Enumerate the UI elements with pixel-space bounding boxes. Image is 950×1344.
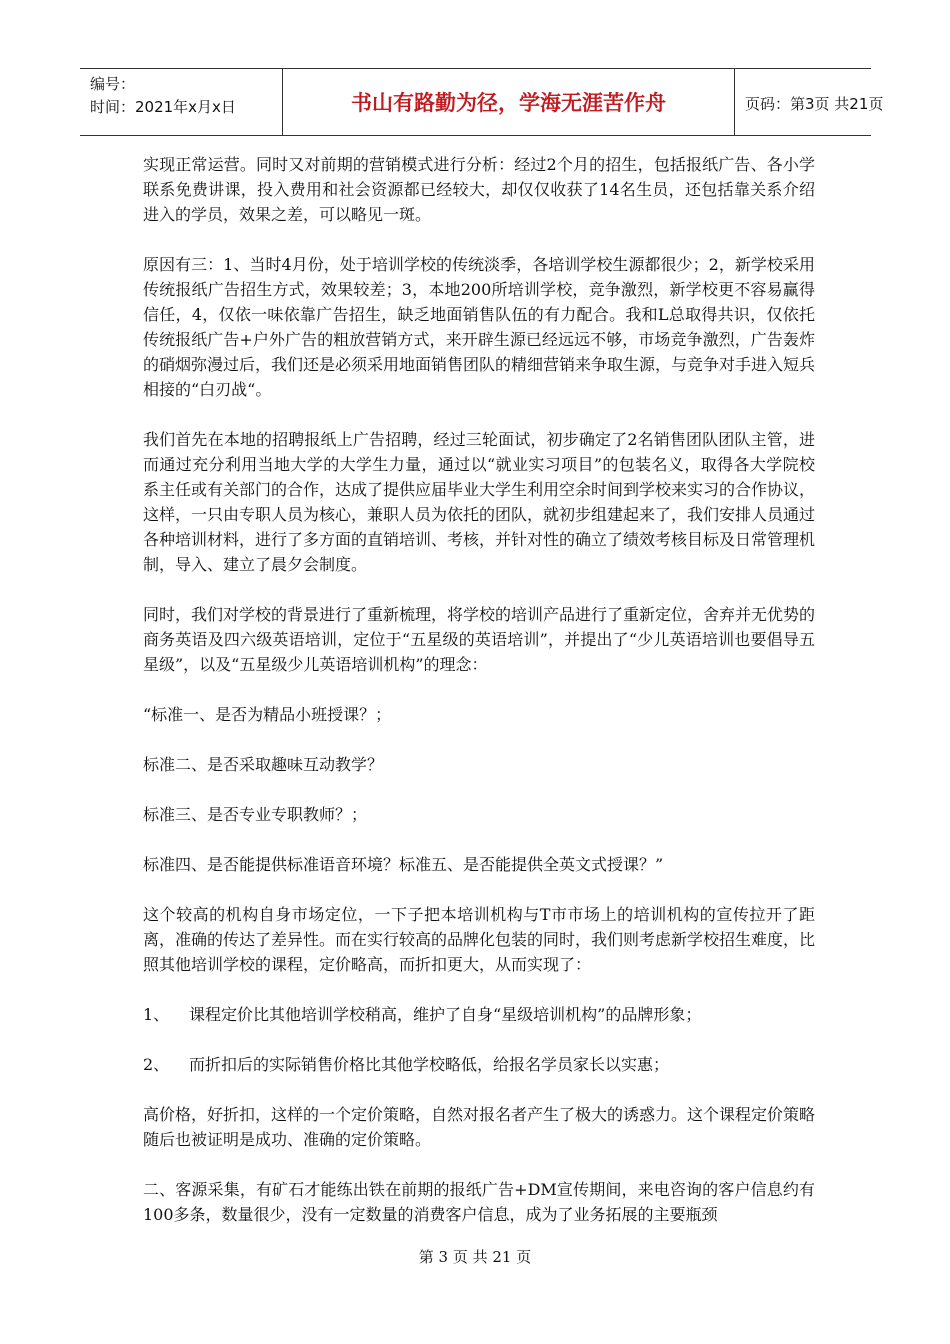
document-body: [143, 152, 815, 1252]
list-number: 2、: [143, 1055, 170, 1074]
standard-line: 标准三、是否专业专职教师？；: [143, 805, 368, 824]
document-number-label: 编号：: [90, 75, 136, 93]
paragraph: 这个较高的机构自身市场定位，一下子把本培训机构与T市市场上的培训机构的宣传拉开了距离，准确的传达了差异性。而在实行较高的品牌化包装的同时，我们则考虑新学校招生难度，比照其他培训学校的课程，定价略高，而折扣更大，从而实现了：: [143, 905, 816, 974]
standard-line: 标准四、是否能提供标准语音环境？标准五、是否能提供全英文式授课？”: [143, 855, 664, 874]
header-motto: 书山有路勤为径，学海无涯苦作舟: [283, 69, 735, 135]
paragraph: 同时，我们对学校的背景进行了重新梳理，将学校的培训产品进行了重新定位，舍弃并无优势的商务英语及四六级英语培训，定位于“五星级的英语培训”，并提出了“少儿英语培训也要倡导五星级”，以及“五星级少儿英语培训机构”的理念：: [143, 605, 816, 674]
paragraph: 二、客源采集，有矿石才能练出铁在前期的报纸广告+DM宣传期间，来电咨询的客户信息约有100多条，数量很少，没有一定数量的消费客户信息，成为了业务拓展的主要瓶颈: [143, 1180, 815, 1224]
page-header: [80, 68, 884, 136]
document-date: 时间：2021年x月x日: [90, 98, 236, 116]
list-text: 而折扣后的实际销售价格比其他学校略低，给报名学员家长以实惠；: [189, 1055, 670, 1074]
list-number: 1、: [143, 1005, 170, 1024]
paragraph: 原因有三：1、当时4月份，处于培训学校的传统淡季，各培训学校生源都很少；2，新学校采用传统报纸广告招生方式，效果较差；3，本地200所培训学校，竞争激烈，新学校更不容易赢得信任，4，仅依一味依靠广告招生，缺乏地面销售队伍的有力配合。我和L总取得共识，仅依托传统报纸广告+户外广告的粗放营销方式，来开辟生源已经远远不够，市场竞争激烈，广告轰炸的硝烟弥漫过后，我们还是必须采用地面销售团队的精细营销来争取生源，与竞争对手进入短兵相接的“白刃战“。: [143, 255, 816, 399]
page-footer: 第 3 页 共 21 页: [418, 1248, 532, 1266]
list-text: 课程定价比其他培训学校稍高，维护了自身“星级培训机构”的品牌形象；: [189, 1005, 702, 1024]
paragraph: 高价格，好折扣，这样的一个定价策略，自然对报名者产生了极大的诱惑力。这个课程定价策略随后也被证明是成功、准确的定价策略。: [143, 1105, 816, 1149]
standard-line: 标准二、是否采取趣味互动教学？: [143, 755, 384, 774]
standard-line: “标准一、是否为精品小班授课？；: [143, 705, 392, 724]
list-item: [143, 1002, 815, 1027]
paragraph: 实现正常运营。同时又对前期的营销模式进行分析：经过2个月的招生，包括报纸广告、各小学联系免费讲课，投入费用和社会资源都已经较大，却仅仅收获了14名生员，还包括靠关系介绍进入的学员，效果之差，可以略见一斑。: [143, 155, 815, 224]
header-page-number: 页码：第3页 共21页: [745, 95, 884, 113]
list-item: [143, 1052, 815, 1077]
header-meta: [80, 69, 283, 135]
paragraph: 我们首先在本地的招聘报纸上广告招聘，经过三轮面试，初步确定了2名销售团队团队主管，进而通过充分利用当地大学的大学生力量，通过以“就业实习项目”的包装名义，取得各大学院校系主任或有关部门的合作，达成了提供应届毕业大学生利用空余时间到学校来实习的合作协议，这样，一只由专职人员为核心，兼职人员为依托的团队，就初步组建起来了，我们安排人员通过各种培训材料，进行了多方面的直销培训、考核，并针对性的确立了绩效考核目标及日常管理机制，导入、建立了晨夕会制度。: [143, 430, 816, 574]
